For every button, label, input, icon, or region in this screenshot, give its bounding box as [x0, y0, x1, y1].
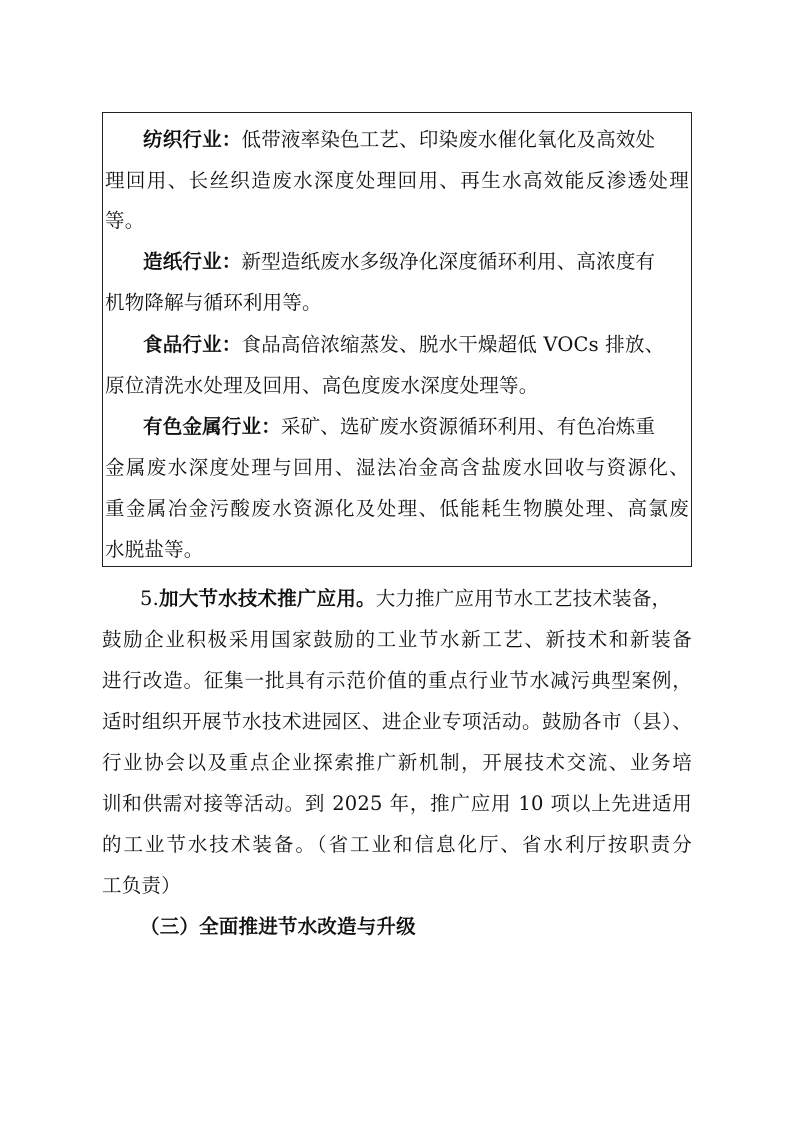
item5-line-8: 工负责）	[102, 874, 181, 897]
metal-line-1: 有色金属行业：采矿、选矿废水资源循环利用、有色冶炼重	[143, 415, 656, 438]
food-heading: 食品行业：	[143, 333, 242, 356]
item5-line-5: 行业协会以及重点企业探索推广新机制，开展技术交流、业务培	[102, 751, 692, 774]
food-line-2: 原位清洗水处理及回用、高色度废水深度处理等。	[105, 374, 539, 397]
item5-number: 5.	[140, 587, 160, 610]
textile-heading: 纺织行业：	[143, 128, 242, 151]
textile-line-3: 等。	[105, 209, 145, 232]
paper-line-2: 机物降解与循环利用等。	[105, 291, 322, 314]
metal-line-4: 水脱盐等。	[105, 538, 204, 561]
metal-line-2: 金属废水深度处理与回用、湿法冶金高含盐废水回收与资源化、	[105, 456, 689, 479]
textile-line-1: 纺织行业：低带液率染色工艺、印染废水催化氧化及高效处	[143, 128, 656, 151]
item5-line-6: 训和供需对接等活动。到 2025 年，推广应用 10 项以上先进适用	[102, 792, 692, 815]
paper-heading: 造纸行业：	[143, 250, 242, 273]
paper-line-1: 造纸行业：新型造纸废水多级净化深度循环利用、高浓度有	[143, 250, 656, 273]
section-3-heading: （三）全面推进节水改造与升级	[140, 915, 416, 938]
item5-line-1: 5.加大节水技术推广应用。大力推广应用节水工艺技术装备，	[140, 587, 672, 610]
item5-line-7: 的工业节水技术装备。（省工业和信息化厅、省水利厅按职责分	[102, 833, 692, 856]
food-line-1: 食品行业：食品高倍浓缩蒸发、脱水干燥超低 VOCs 排放、	[143, 333, 665, 356]
item5-title: 加大节水技术推广应用。	[159, 587, 376, 610]
item5-line-3: 进行改造。征集一批具有示范价值的重点行业节水减污典型案例，	[102, 669, 692, 692]
item5-line-2: 鼓励企业积极采用国家鼓励的工业节水新工艺、新技术和新装备	[102, 628, 692, 651]
item5-line-4: 适时组织开展节水技术进园区、进企业专项活动。鼓励各市（县）、	[102, 710, 692, 733]
metal-line-3: 重金属冶金污酸废水资源化及处理、低能耗生物膜处理、高氯废	[105, 497, 689, 520]
textile-line-2: 理回用、长丝织造废水深度处理回用、再生水高效能反渗透处理	[105, 169, 689, 192]
metal-heading: 有色金属行业：	[143, 415, 281, 438]
industry-box	[102, 112, 692, 567]
